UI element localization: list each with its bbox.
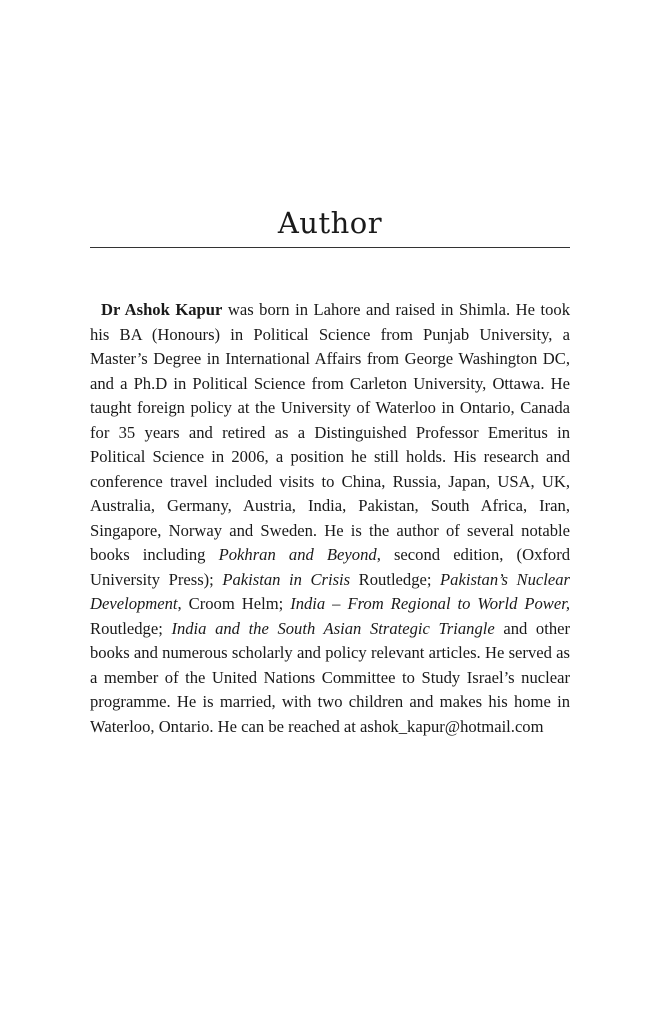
bio-text-6: and other books and numerous scholarly and policy relevant articles. He served as a member of the United Nations Committee to Study Israel’s nuclear programme. He is married, with two children and makes his home in Waterloo, Ontario. He can be reached at ashok_kapur@hotmail.com: [90, 618, 571, 736]
book-title-pokhran: Pokhran and Beyond: [218, 545, 377, 564]
book-title-pakistan-crisis: Pakistan in Crisis: [222, 569, 351, 589]
author-name: Dr Ashok Kapur: [101, 300, 223, 319]
author-bio-paragraph: [90, 298, 570, 739]
book-title-india-world-power: India – From Regional to World Power,: [290, 594, 570, 613]
bio-text-5: Routledge;: [90, 618, 172, 638]
bio-text-2: , second edition, (Oxford University Press);: [90, 545, 571, 589]
bio-text-1: was born in Lahore and raised in Shimla. He took his BA (Honours) in Political Science from Punjab University, a Master’s Degree in International Affairs from George Washington DC, and a Ph.D in Political Science from Carleton University, Ottawa. He taught foreign policy at the University of Waterloo in Ontario, Canada for 35 years and retired as a Distinguished Professor Emeritus in Political Science in 2006, a position he still holds. His research and conference travel included visits to China, Russia, Japan, USA, UK, Australia, Germany, Austria, India, Pakistan, South Africa, Iran, Singapore, Norway and Sweden. He is the author of several notable books including: [90, 300, 570, 564]
bio-text-4: , Croom Helm;: [177, 594, 291, 613]
book-title-strategic-triangle: India and the South Asian Strategic Triangle: [171, 618, 495, 638]
bio-text-3: Routledge;: [350, 569, 441, 589]
title-divider: [90, 247, 570, 248]
page-title: Author: [277, 206, 383, 240]
book-title-pakistan-nuclear: Pakistan’s Nuclear Development: [90, 569, 570, 613]
